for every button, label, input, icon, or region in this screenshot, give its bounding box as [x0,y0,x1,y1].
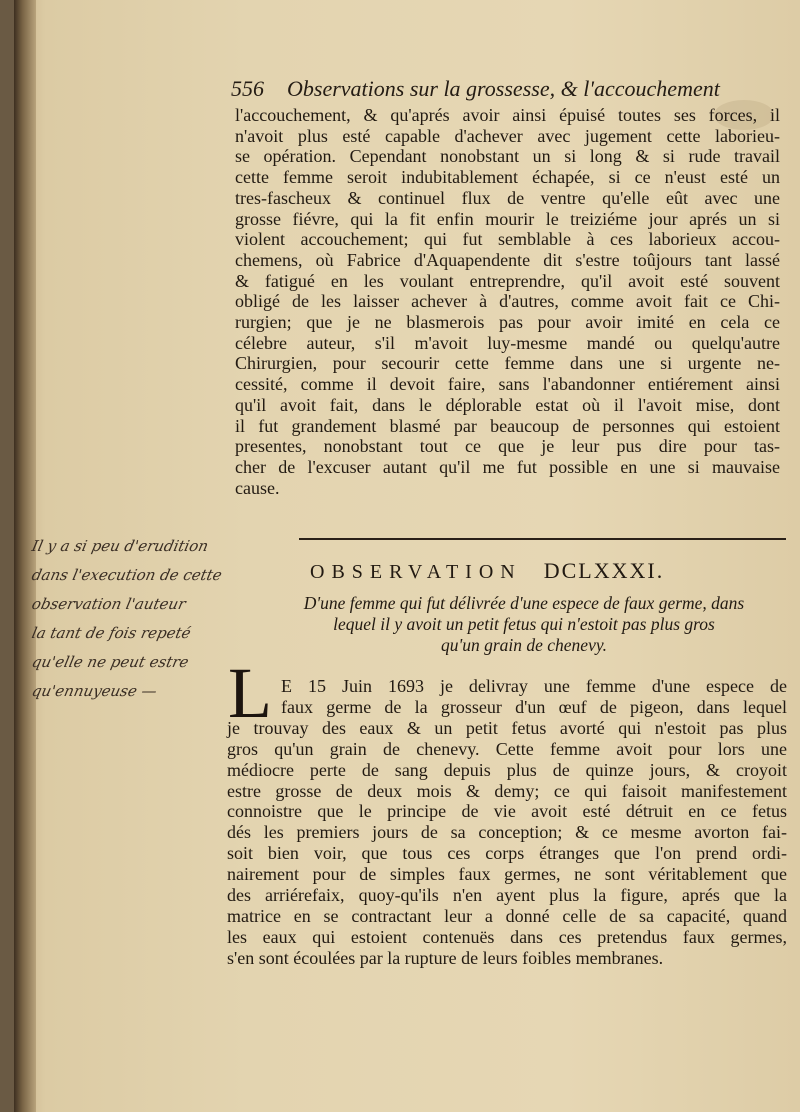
text-line: cette femme seroit indubitablement échapée, si ce n'eust esté un [235,167,780,188]
margin-note-line: qu'elle ne peut estre [30,653,191,671]
running-title: Observations sur la grossesse, & l'accouchement [287,76,720,101]
text-line: chemens, où Fabrice d'Aquapendente dit s'estre toûjours tant lassé [235,249,780,270]
text-line: cessité, comme il devoit faire, sans l'abandonner entiérement ainsi [235,374,780,395]
text-line: soit bien voir, que tous ces corps étranges que l'on prend ordi- [227,843,787,864]
subtitle-line: qu'un grain de chenevy. [440,635,608,655]
text-line: il fut grandement blasmé par beaucoup de personnes qui estoient [235,415,780,436]
text-line: estre grosse de deux mois & demy; ce qui faisoit manifestement [227,780,787,801]
observation-subtitle [264,593,784,656]
text-line: cause. [235,477,280,498]
text-line: obligé de les laisser achever à d'autres, comme avoit fait ce Chi- [235,291,780,312]
text-line: & fatigué en les voulant entreprendre, qu'il avoit esté souvent [235,270,780,291]
book-page [14,0,800,1112]
text-line: matrice en se contractant leur a donné celle de sa capacité, quand [227,905,787,926]
text-block-observation [227,676,787,969]
observation-number: DCLXXXI. [543,558,665,583]
text-block-previous-observation [235,105,780,498]
text-line: l'accouchement, & qu'aprés avoir ainsi épuisé toutes ses forces, il [235,105,780,125]
text-line: célebre auteur, s'il m'avoit luy-mesme mandé ou quelqu'autre [235,332,780,353]
text-line: médiocre perte de sang depuis plus de quinze jours, & croyoit [227,759,787,780]
drop-cap: L [228,653,272,733]
text-line: faux germe de la grosseur d'un œuf de pigeon, dans lequel [281,696,787,717]
section-divider [299,538,786,540]
text-line: gros qu'un grain de chenevy. Cette femme avoit pour lors une [227,738,787,759]
text-line: n'avoit plus esté capable d'achever avec jugement cette laborieu- [235,125,780,146]
text-line: connoistre que le principe de vie avoit esté détruit en ce fetus [227,801,787,822]
subtitle-line: lequel il y avoit un petit fetus qui n'estoit pas plus gros [333,614,715,634]
text-line: Chirurgien, pour secourir cette femme dans une si urgente ne- [235,353,780,374]
margin-note-line: dans l'execution de cette [30,566,224,584]
margin-note-line: observation l'auteur [30,595,188,613]
observation-heading [310,558,790,588]
text-line: violent accouchement; qui fut semblable à ces laborieux accou- [235,229,780,250]
text-line: tres-fascheux & continuel flux de ventre qu'elle eût avec une [235,187,780,208]
margin-note-line: la tant de fois repeté [30,624,193,642]
text-line: rurgien; que je ne blasmerois pas pour avoir imité en cela ce [235,312,780,333]
text-line: nairement pour de simples faux germes, ne sont véritablement que [227,864,787,885]
text-line: cher de l'excuser autant qu'il me fut possible en une si mauvaise [235,456,780,477]
page-header [231,76,751,106]
page-number: 556 [231,76,264,101]
text-line: dés les premiers jours de sa conception; & ce mesme avorton fai- [227,822,787,843]
text-line: grosse fiévre, qui la fit enfin mourir le treiziéme jour aprés un si [235,208,780,229]
subtitle-line: D'une femme qui fut délivrée d'une espece de faux germe, dans [303,593,745,613]
text-line: presentes, nonobstant tout ce que je leur pus dire pour tas- [235,436,780,457]
text-line: les eaux qui estoient contenuës dans ces pretendus faux germes, [227,926,787,947]
text-line: qu'il avoit fait, dans le déplorable estat où il l'avoit mise, dont [235,394,780,415]
text-line: des arriérefaix, quoy-qu'ils n'en ayent plus la figure, aprés que la [227,885,787,906]
text-line: se opération. Cependant nonobstant un si long & si rude travail [235,146,780,167]
text-line: E 15 Juin 1693 je delivray une femme d'une espece de [281,676,787,696]
handwritten-margin-note [32,532,312,706]
margin-note-line: qu'ennuyeuse — [30,682,159,700]
observation-label: OBSERVATION [310,561,522,583]
margin-note-line: Il y a si peu d'erudition [30,537,210,555]
text-line: s'en sont écoulées par la rupture de leurs foibles membranes. [227,947,664,968]
text-line: je trouvay des eaux & un petit fetus avorté qui n'estoit pas plus [227,717,787,738]
